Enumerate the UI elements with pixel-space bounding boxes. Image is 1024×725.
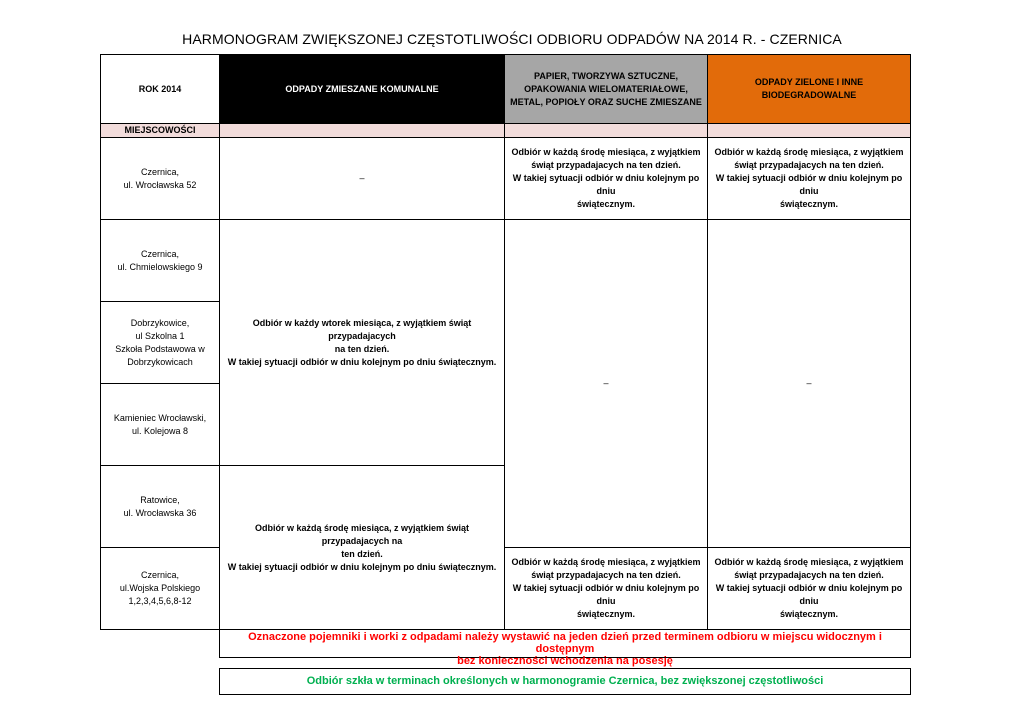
container-placement-notice xyxy=(219,629,911,667)
schedule-line: świątecznym. xyxy=(576,609,636,619)
subheader-cell xyxy=(220,124,505,138)
place-line: ul. Chmielowskiego 9 xyxy=(117,261,203,272)
schedule-line: świąt przypadajacych na ten dzień. xyxy=(531,570,681,580)
schedule-line: świątecznym. xyxy=(779,199,839,209)
schedule-line: W takiej sytuacji odbiór w dniu kolejnym po dniu xyxy=(715,583,903,606)
place-line: Szkoła Podstawowa w xyxy=(115,343,205,354)
place-cell xyxy=(101,302,220,384)
place-line: Kamieniec Wrocławski, xyxy=(113,412,207,423)
place-line: ul Szkolna 1 xyxy=(135,330,185,341)
place-line: ul.Wojska Polskiego xyxy=(119,583,201,593)
paper-cell xyxy=(505,138,708,220)
place-line: Dobrzykowice, xyxy=(130,317,190,328)
schedule-line: Odbiór w każdą środę miesiąca, z wyjątkiem xyxy=(714,147,904,157)
year-header: ROK 2014 xyxy=(101,55,220,124)
green-cell xyxy=(708,548,911,630)
schedule-line: świątecznym. xyxy=(779,609,839,619)
schedule-line: W takiej sytuacji odbiór w dniu kolejnym po dniu xyxy=(512,173,700,196)
paper-dash-cell: – xyxy=(505,220,708,548)
place-line: Dobrzykowicach xyxy=(127,356,193,367)
schedule-line: na ten dzień. xyxy=(334,343,390,354)
place-cell xyxy=(101,138,220,220)
schedule-line: W takiej sytuacji odbiór w dniu kolejnym po dniu xyxy=(715,173,903,196)
subheader-cell xyxy=(505,124,708,138)
place-cell xyxy=(101,384,220,466)
header-row xyxy=(101,55,911,124)
mixed-wednesday-cell xyxy=(220,466,505,630)
place-line: Ratowice, xyxy=(140,494,180,505)
place-cell xyxy=(101,466,220,548)
green-cell xyxy=(708,138,911,220)
place-line: 1,2,3,4,5,6,8-12 xyxy=(128,596,192,606)
place-line: Czernica, xyxy=(140,166,179,177)
places-header: MIEJSCOWOŚCI xyxy=(101,124,220,138)
paper-cell xyxy=(505,548,708,630)
place-cell xyxy=(101,548,220,630)
green-dash-cell: – xyxy=(708,220,911,548)
place-line: ul. Wrocławska 36 xyxy=(123,507,197,518)
place-line: Czernica, xyxy=(140,248,179,259)
schedule-line: Odbiór w każdą środę miesiąca, z wyjątkiem xyxy=(511,557,701,567)
schedule-line: Odbiór w każdą środę miesiąca, z wyjątkiem xyxy=(511,147,701,157)
mixed-tuesday-cell xyxy=(220,220,505,466)
schedule-table xyxy=(100,54,911,630)
notice-line: Oznaczone pojemniki i worki z odpadami należy wystawić na jeden dzień przed terminem odbioru w miejscu widocznym i dostępnym xyxy=(248,631,882,655)
schedule-line: W takiej sytuacji odbiór w dniu kolejnym po dniu świątecznym. xyxy=(227,561,497,572)
notice-line: bez konieczności wchodzenia na posesję xyxy=(457,655,673,667)
places-subheader-row xyxy=(101,124,911,138)
subheader-cell xyxy=(708,124,911,138)
place-cell xyxy=(101,220,220,302)
schedule-line: Odbiór w każdą środę miesiąca, z wyjątkiem świąt przypadajacych na xyxy=(254,522,470,546)
green-waste-header: ODPADY ZIELONE I INNE BIODEGRADOWALNE xyxy=(708,55,911,124)
schedule-line: świątecznym. xyxy=(576,199,636,209)
place-line: Czernica, xyxy=(140,570,179,580)
schedule-line: Odbiór w każdą środę miesiąca, z wyjątkiem xyxy=(714,557,904,567)
table-row xyxy=(101,138,911,220)
schedule-line: świąt przypadajacych na ten dzień. xyxy=(734,570,884,580)
schedule-line: ten dzień. xyxy=(341,548,383,559)
schedule-line: W takiej sytuacji odbiór w dniu kolejnym po dniu xyxy=(512,583,700,606)
paper-plastic-header: PAPIER, TWORZYWA SZTUCZNE, OPAKOWANIA WIELOMATERIAŁOWE, METAL, POPIOŁY ORAZ SUCHE ZMIESZANE xyxy=(505,55,708,124)
table-row xyxy=(101,220,911,302)
place-line: ul. Kolejowa 8 xyxy=(131,425,189,436)
place-line: ul. Wrocławska 52 xyxy=(123,179,197,190)
mixed-cell: – xyxy=(220,138,505,220)
mixed-waste-header: ODPADY ZMIESZANE KOMUNALNE xyxy=(220,55,505,124)
schedule-line: świąt przypadajacych na ten dzień. xyxy=(531,160,681,170)
schedule-line: Odbiór w każdy wtorek miesiąca, z wyjątkiem świąt przypadajacych xyxy=(252,317,472,341)
schedule-line: W takiej sytuacji odbiór w dniu kolejnym po dniu świątecznym. xyxy=(227,356,497,367)
glass-collection-notice: Odbiór szkła w terminach określonych w harmonogramie Czernica, bez zwiększonej częstotliwości xyxy=(219,668,911,695)
schedule-line: świąt przypadajacych na ten dzień. xyxy=(734,160,884,170)
page-title: HARMONOGRAM ZWIĘKSZONEJ CZĘSTOTLIWOŚCI ODBIORU ODPADÓW NA 2014 R. - CZERNICA xyxy=(182,31,842,47)
